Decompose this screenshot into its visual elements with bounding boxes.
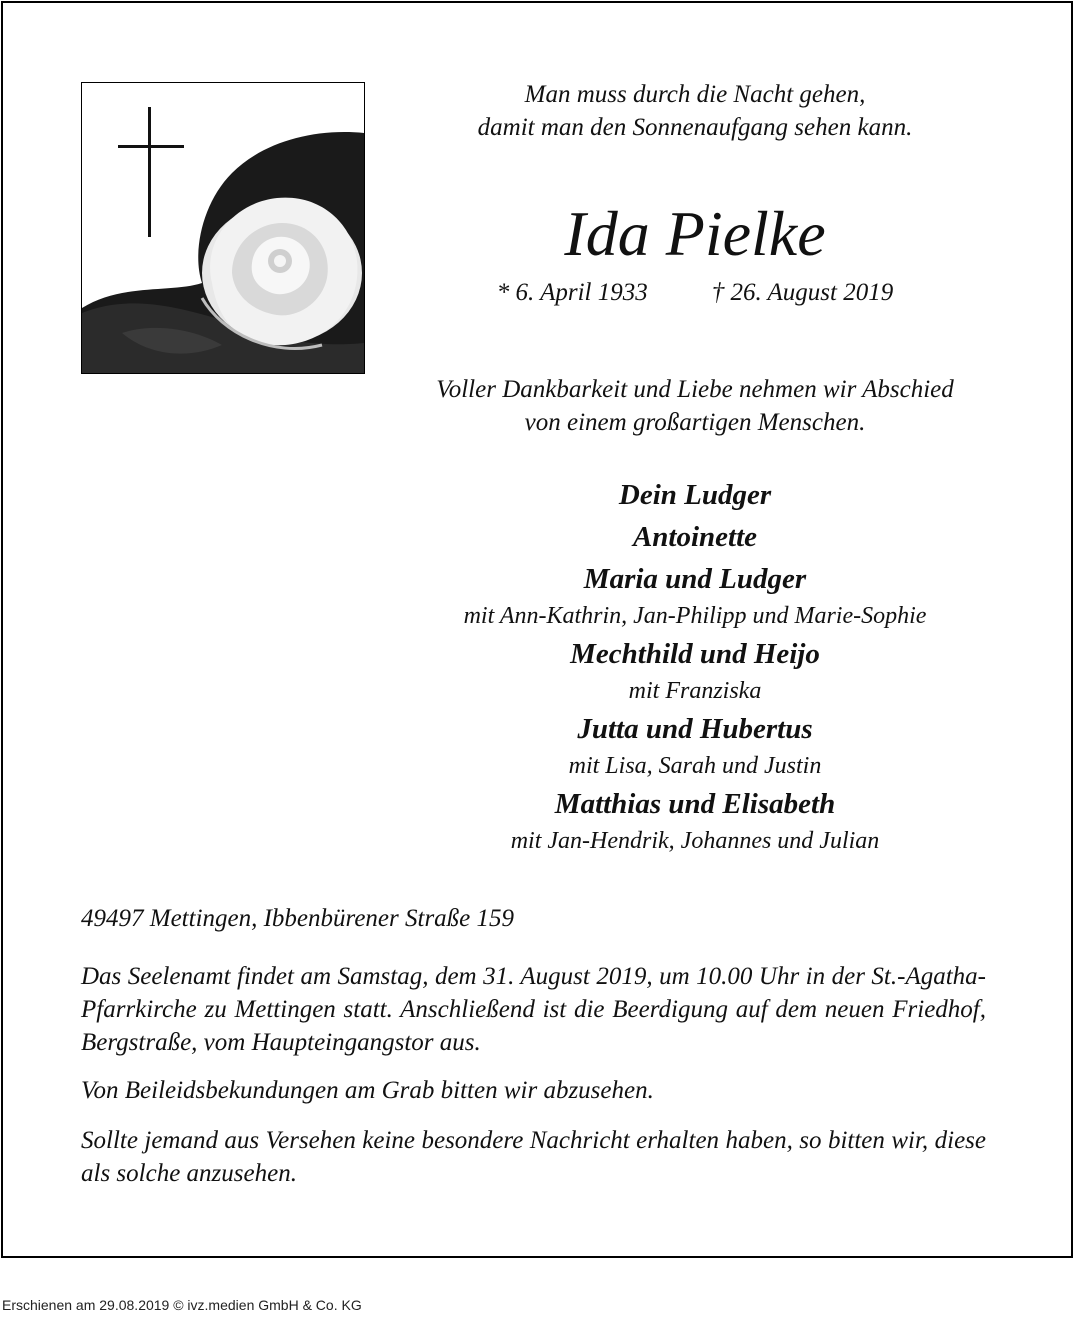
motto-line: Man muss durch die Nacht gehen, (524, 81, 866, 108)
life-dates (395, 278, 995, 308)
mourner-name: Matthias und Elisabeth (554, 788, 836, 820)
rose-image (82, 83, 364, 373)
notification-note-paragraph: Sollte jemand aus Versehen keine besondere Nachricht erhalten haben, so bitten wir, diese als solche anzusehen. (81, 1127, 986, 1187)
mourner-name: Jutta und Hubertus (577, 713, 813, 745)
mourner-children: mit Lisa, Sarah und Justin (568, 753, 822, 779)
death-date: † 26. August 2019 (711, 279, 894, 306)
condolence-note-paragraph: Von Beileidsbekundungen am Grab bitten wir abzusehen. (81, 1077, 654, 1104)
mourner-name: Maria und Ludger (583, 563, 807, 595)
mourner-children: mit Franziska (628, 678, 762, 704)
address: 49497 Mettingen, Ibbenbürener Straße 159 (81, 905, 515, 932)
cross-rose-image (81, 82, 365, 374)
publication-footer: Erschienen am 29.08.2019 © ivz.medien GmbH & Co. KG (2, 1297, 362, 1313)
funeral-info-paragraph: Das Seelenamt findet am Samstag, dem 31. August 2019, um 10.00 Uhr in der St.-Agatha-Pfarrkirche zu Mettingen statt. Anschließend ist die Beerdigung auf dem neuen Friedhof, Bergstraße, vom Haupteingangstor aus. (81, 963, 986, 1056)
mourner-name: Mechthild und Heijo (570, 638, 820, 670)
motto-line: damit man den Sonnenaufgang sehen kann. (477, 114, 913, 141)
mourner-children: mit Jan-Hendrik, Johannes und Julian (510, 828, 880, 854)
birth-date: * 6. April 1933 (496, 279, 648, 306)
farewell-line: Voller Dankbarkeit und Liebe nehmen wir Abschied (436, 376, 954, 403)
mourner-children: mit Ann-Kathrin, Jan-Philipp und Marie-Sophie (463, 603, 927, 629)
mourner-name: Dein Ludger (618, 479, 772, 511)
mourner-name: Antoinette (632, 521, 758, 553)
farewell-line: von einem großartigen Menschen. (524, 409, 866, 436)
farewell-text (395, 373, 995, 439)
deceased-name: Ida Pielke (564, 198, 826, 269)
mourners-list (395, 474, 995, 858)
motto (395, 78, 995, 144)
